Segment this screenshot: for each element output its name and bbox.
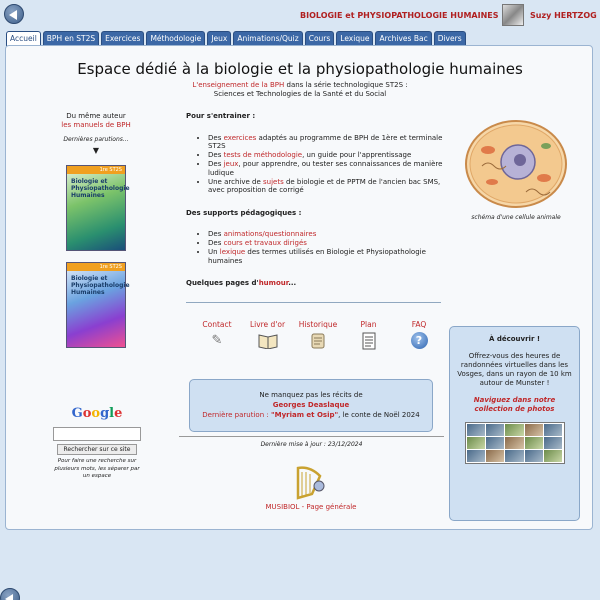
main-panel bbox=[5, 45, 593, 530]
author-name[interactable]: Suzy HERTZOG bbox=[530, 11, 597, 20]
book-title: Biologie et Physiopathologie Humaines bbox=[71, 178, 130, 199]
courses-link[interactable]: cours et travaux dirigés bbox=[223, 239, 307, 247]
list-item: • Des cours et travaux dirigés bbox=[208, 239, 446, 248]
history-link[interactable]: Historique bbox=[295, 320, 341, 349]
latest-story-link[interactable]: "Myriam et Osip" bbox=[270, 411, 339, 419]
tab-divers[interactable]: Divers bbox=[434, 31, 466, 45]
musibiol-link[interactable]: MUSIBIOL - Page générale bbox=[265, 503, 357, 511]
bph-teaching-link[interactable]: L'enseignement de la BPH bbox=[192, 81, 285, 89]
guestbook-link[interactable]: Livre d'or bbox=[245, 320, 291, 349]
pen-icon: ✎ bbox=[211, 333, 223, 348]
top-bar bbox=[0, 0, 600, 30]
tab-accueil[interactable]: Accueil bbox=[6, 31, 41, 46]
search-button[interactable]: Rechercher sur ce site bbox=[57, 444, 137, 455]
book-cover-2[interactable] bbox=[66, 262, 130, 348]
nav-tabs bbox=[6, 31, 466, 45]
animations-link[interactable]: animations/questionnaires bbox=[223, 230, 317, 238]
list-item: • Une archive de sujets de biologie et de PPTM de l'ancien bac SMS, avec proposition de corrigé bbox=[208, 178, 446, 195]
search-input[interactable] bbox=[53, 427, 141, 441]
train-list bbox=[186, 134, 446, 195]
exercises-link[interactable]: exercices bbox=[223, 133, 257, 142]
site-title[interactable]: BIOLOGIE et PHYSIOPATHOLOGIE HUMAINES bbox=[300, 11, 499, 20]
divider bbox=[186, 302, 441, 303]
book-icon bbox=[258, 332, 278, 349]
book-cover-1[interactable] bbox=[66, 165, 130, 251]
manuals-link[interactable]: les manuels de BPH bbox=[61, 121, 131, 129]
animal-cell-diagram[interactable] bbox=[462, 116, 570, 212]
list-item: • Des jeux, pour apprendre, ou tester ses connaissances de manière ludique bbox=[208, 160, 446, 177]
author-logo-icon bbox=[502, 4, 524, 26]
discover-text: Offrez-vous des heures de randonnées virtuelles dans les Vosges, dans un rayon de 10 km autour de Munster ! bbox=[457, 352, 572, 387]
tab-exercices[interactable]: Exercices bbox=[101, 31, 144, 45]
sitemap-link[interactable]: Plan bbox=[346, 320, 392, 349]
content-column bbox=[186, 112, 446, 288]
same-author-label: Du même auteur bbox=[66, 112, 126, 120]
harp-logo-icon[interactable] bbox=[292, 464, 326, 500]
subtitle-line2: Sciences et Technologies de la Santé et du Social bbox=[213, 90, 387, 98]
subjects-link[interactable]: sujets bbox=[263, 177, 284, 186]
question-icon: ? bbox=[411, 332, 428, 349]
quick-links bbox=[194, 320, 442, 349]
back-arrow-icon[interactable] bbox=[0, 588, 20, 600]
search-note: Pour faire une recherche sur plusieurs mots, les séparer par un espace bbox=[54, 458, 140, 479]
list-item: • Un lexique des termes utilisés en Biologie et Physiopathologie humaines bbox=[208, 248, 446, 265]
methodology-tests-link[interactable]: tests de méthodologie bbox=[223, 151, 303, 159]
discover-title: À découvrir ! bbox=[488, 335, 541, 343]
news-box bbox=[189, 379, 433, 432]
lexicon-link[interactable]: lexique bbox=[219, 248, 246, 256]
page-subtitle bbox=[6, 81, 594, 99]
back-arrow-icon[interactable] bbox=[4, 4, 24, 24]
list-item: • Des animations/questionnaires bbox=[208, 230, 446, 239]
news-line: Ne manquez pas les récits de bbox=[259, 391, 363, 399]
tab-archives-bac[interactable]: Archives Bac bbox=[375, 31, 431, 45]
train-heading: Pour s'entrainer : bbox=[186, 112, 256, 120]
author-books-column bbox=[46, 112, 146, 155]
google-search-block bbox=[52, 406, 142, 481]
support-list bbox=[186, 230, 446, 265]
humour-link[interactable]: humour bbox=[258, 279, 289, 287]
book-band: 1re ST2S bbox=[67, 263, 125, 271]
games-link[interactable]: jeux bbox=[223, 160, 239, 168]
divider bbox=[179, 436, 444, 437]
list-item: • Des exercices adaptés au programme de BPH de 1ère et terminale ST2S bbox=[208, 134, 446, 151]
list-item: • Des tests de méthodologie, un guide pour l'apprentissage bbox=[208, 151, 446, 160]
news-author-link[interactable]: Georges Deaslaque bbox=[272, 401, 350, 409]
book-title: Biologie et Physiopathologie Humaines bbox=[71, 275, 130, 296]
tab-methodologie[interactable]: Méthodologie bbox=[146, 31, 205, 45]
page-title: Espace dédié à la biologie et la physiopathologie humaines bbox=[77, 60, 523, 78]
latest-releases-label: Dernières parutions... bbox=[63, 136, 129, 143]
tab-bph-st2s[interactable]: BPH en ST2S bbox=[43, 31, 99, 45]
contact-link[interactable]: Contact ✎ bbox=[202, 320, 232, 348]
support-heading: Des supports pédagogiques : bbox=[186, 208, 302, 217]
news-latest: Dernière parution : "Myriam et Osip", le conte de Noël 2024 bbox=[202, 411, 420, 419]
discover-box bbox=[449, 326, 580, 521]
document-icon bbox=[359, 332, 379, 349]
faq-link[interactable]: FAQ ? bbox=[411, 320, 427, 347]
subtitle-text: dans la série technologique ST2S : bbox=[284, 81, 408, 89]
photo-collection-link[interactable]: Naviguez dans notre collection de photos bbox=[473, 396, 556, 413]
tab-animations-quiz[interactable]: Animations/Quiz bbox=[233, 31, 302, 45]
google-logo: Google bbox=[71, 406, 123, 421]
scroll-icon bbox=[308, 332, 328, 349]
humour-line: Quelques pages d'humour... bbox=[186, 279, 297, 287]
last-update: Dernière mise à jour : 23/12/2024 bbox=[260, 441, 363, 448]
tab-cours[interactable]: Cours bbox=[305, 31, 335, 45]
book-band: 1re ST2S bbox=[67, 166, 125, 174]
cell-caption: schéma d'une cellule animale bbox=[471, 214, 561, 221]
arrow-down-icon: ▼ bbox=[92, 146, 100, 155]
tab-lexique[interactable]: Lexique bbox=[336, 31, 373, 45]
tab-jeux[interactable]: Jeux bbox=[207, 31, 231, 45]
photo-thumbnails[interactable] bbox=[465, 422, 565, 464]
